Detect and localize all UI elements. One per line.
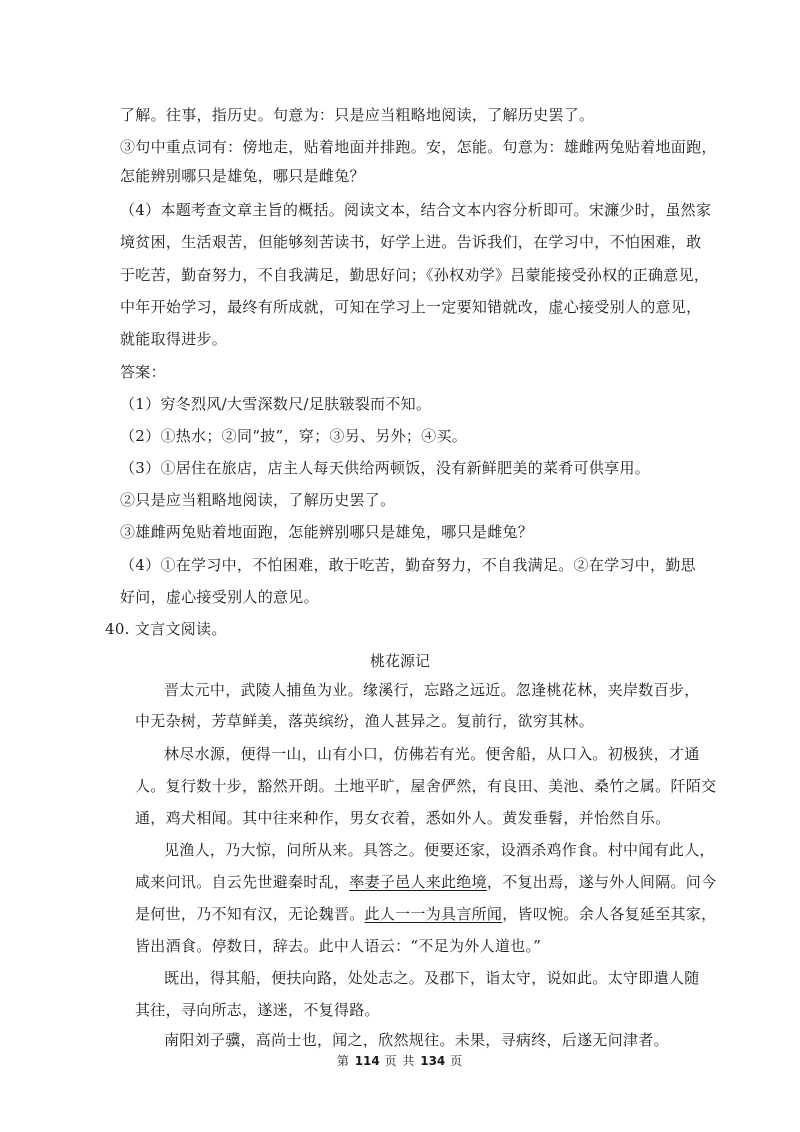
analysis-line: 了解。往事，指历史。句意为：只是应当粗略地阅读，了解历史罢了。	[120, 106, 595, 124]
analysis-line: 就能取得进步。	[120, 330, 228, 348]
passage-text: ，皆叹惋。余人各复延至其家，	[502, 905, 717, 923]
passage-text: 是何世，乃不知有汉，无论魏晋。	[135, 905, 365, 923]
footer-text: 第	[336, 1054, 350, 1068]
answer-line: ②只是应当粗略地阅读，了解历史罢了。	[120, 491, 396, 509]
passage-line: 通，鸡犬相闻。其中往来种作，男女衣着，悉如外人。黄发垂髫，并怡然自乐。	[135, 809, 671, 827]
page-footer	[0, 1053, 800, 1069]
passage-line: 皆出酒食。停数日，辞去。此中人语云：“不足为外人道也。”	[135, 937, 542, 955]
question-prompt: 文言文阅读。	[134, 620, 227, 638]
passage-line: 其往，寻向所志，遂迷，不复得路。	[135, 1001, 380, 1019]
passage-line: 晋太元中，武陵人捕鱼为业。缘溪行，忘路之远近。忽逢桃花林，夹岸数百步，	[164, 681, 700, 699]
passage-text: 咸来问讯。自云先世避秦时乱，	[135, 873, 350, 891]
passage-line	[135, 904, 716, 924]
passage-line: 人。复行数十步，豁然开朗。土地平旷，屋舍俨然，有良田、美池、桑竹之属。阡陌交	[135, 777, 717, 795]
analysis-line: 中年开始学习，最终有所成就，可知在学习上一定要知错就改，虚心接受别人的意见，	[120, 298, 702, 316]
question-number: 40.	[105, 620, 130, 638]
passage-title: 桃花源记	[369, 652, 430, 670]
analysis-line: 境贫困，生活艰苦，但能够刻苦读书，好学上进。告诉我们，在学习中，不怕困难，敢	[120, 233, 702, 251]
passage-line: 既出，得其船，便扶向路，处处志之。及郡下，诣太守，说如此。太守即遣人随	[164, 969, 700, 987]
underlined-sentence: 此人一一为具言所闻	[364, 905, 503, 923]
analysis-line: （4）本题考查文章主旨的概括。阅读文本，结合文本内容分析即可。宋濂少时，虽然家	[120, 201, 712, 219]
answer-line: （4）①在学习中，不怕困难，敢于吃苦，勤奋努力，不自我满足。②在学习中，勤思	[120, 556, 696, 574]
question-heading	[105, 619, 227, 639]
underlined-sentence: 率妻子邑人来此绝境	[349, 873, 487, 891]
total-page-number: 134	[420, 1054, 446, 1068]
analysis-line: 怎能辨别哪只是雄兔，哪只是雌兔？	[120, 167, 365, 185]
answer-label: 答案：	[120, 363, 166, 381]
passage-text: ，不复出焉，遂与外人间隔。问今	[486, 873, 717, 891]
passage-line: 中无杂树，芳草鲜美，落英缤纷，渔人甚异之。复前行，欲穷其林。	[135, 712, 595, 730]
passage-line: 见渔人，乃大惊，问所从来。具答之。便要还家，设酒杀鸡作食。村中闻有此人，	[164, 841, 715, 859]
answer-line: （1）穷冬烈风/大雪深数尺/足肤皲裂而不知。	[120, 395, 432, 413]
answer-line: （3）①居住在旅店，店主人每天供给两顿饭，没有新鲜肥美的菜肴可供享用。	[120, 459, 651, 477]
footer-text: 页	[450, 1054, 464, 1068]
current-page-number: 114	[354, 1054, 380, 1068]
answer-line: （2）①热水；②同“披”，穿；③另、另外；④买。	[120, 427, 468, 445]
passage-line	[135, 872, 716, 892]
footer-text: 页 共	[384, 1054, 416, 1068]
answer-line: 好问，虚心接受别人的意见。	[120, 588, 319, 606]
analysis-line: 于吃苦，勤奋努力，不自我满足，勤思好问；《孙权劝学》吕蒙能接受孙权的正确意见，	[120, 266, 710, 284]
answer-line: ③雄雌两兔贴着地面跑，怎能辨别哪只是雄兔，哪只是雌兔？	[120, 523, 534, 541]
passage-line: 南阳刘子骥，高尚士也，闻之，欣然规往。未果，寻病终，后遂无问津者。	[164, 1031, 669, 1049]
analysis-line: ③句中重点词有：傍地走，贴着地面并排跑。安，怎能。句意为：雄雌两兔贴着地面跑，	[120, 138, 717, 156]
passage-line: 林尽水源，便得一山，山有小口，仿佛若有光。便舍船，从口入。初极狭，才通	[164, 745, 700, 763]
